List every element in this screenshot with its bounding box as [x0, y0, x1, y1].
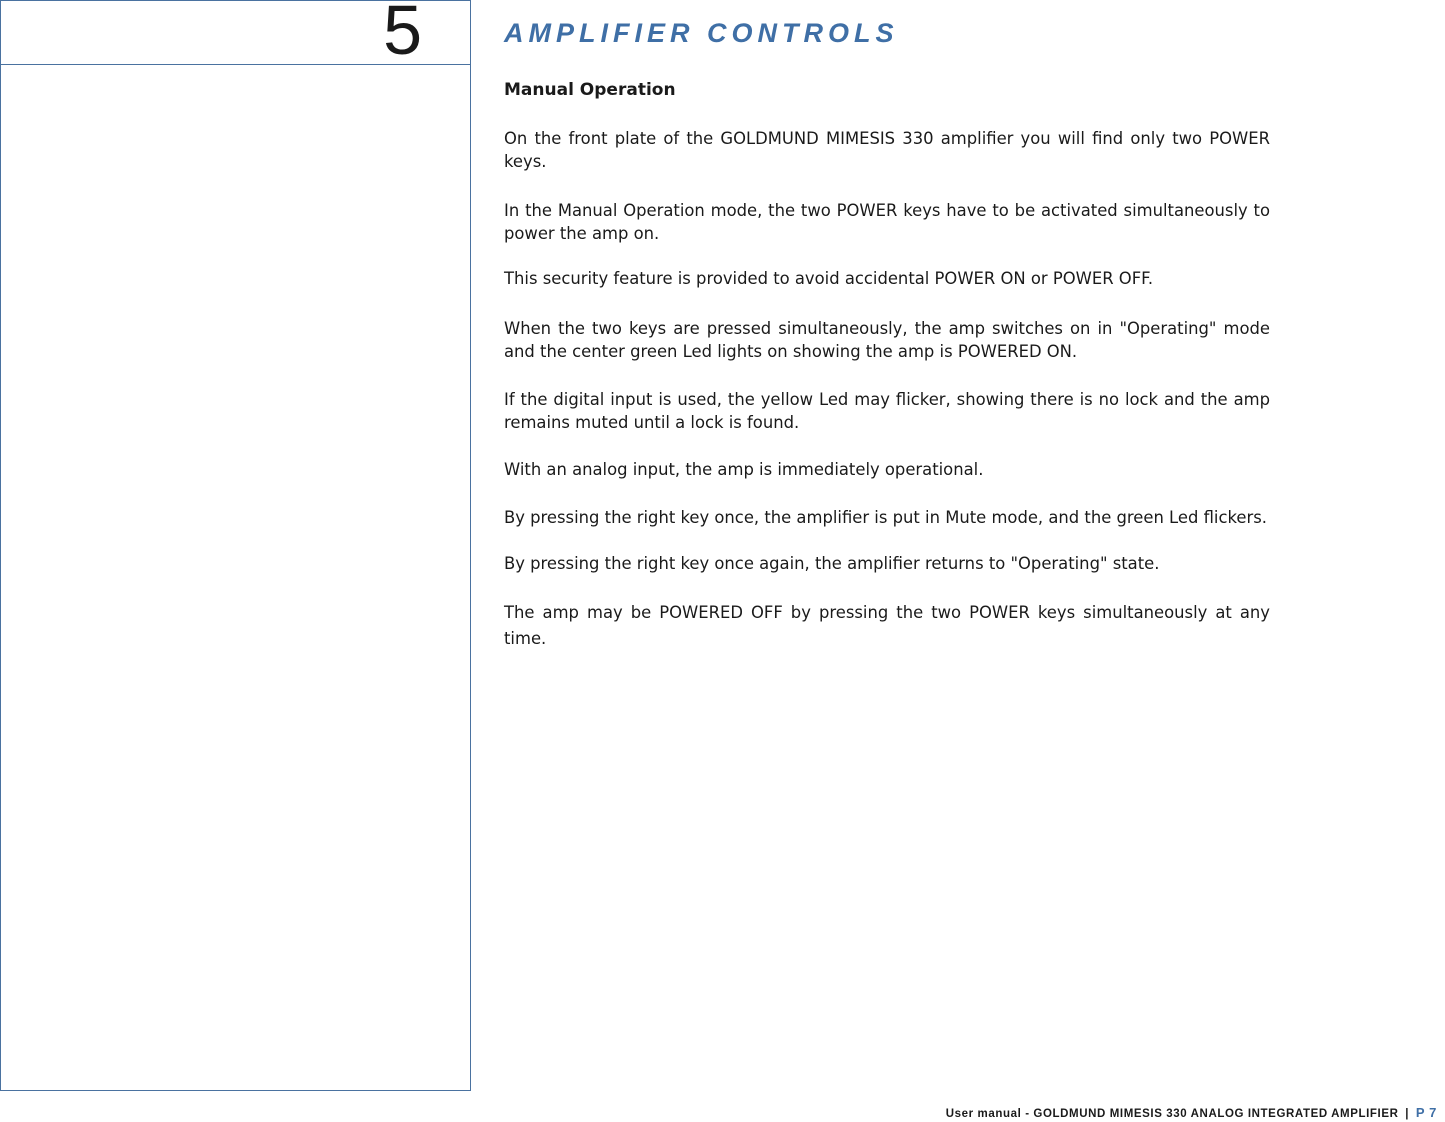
page-footer — [946, 1105, 1437, 1120]
paragraph: With an analog input, the amp is immediately operational. — [504, 460, 984, 479]
paragraph: If the digital input is used, the yellow Led may flicker, showing there is no lock and the amp remains muted until a lock is found. — [504, 390, 1270, 432]
chapter-header — [1, 0, 470, 69]
chapter-number: 5 — [383, 0, 422, 69]
paragraph: By pressing the right key once, the amplifier is put in Mute mode, and the green Led flickers. — [504, 508, 1267, 527]
paragraph: This security feature is provided to avoid accidental POWER ON or POWER OFF. — [504, 269, 1154, 288]
paragraph: When the two keys are pressed simultaneously, the amp switches on in "Operating" mode and the center green Led lights on showing the amp is POWERED ON. — [504, 319, 1270, 361]
paragraph: By pressing the right key once again, the amplifier returns to "Operating" state. — [504, 554, 1160, 573]
paragraph: The amp may be POWERED OFF by pressing the two POWER keys simultaneously at any time. — [504, 603, 1270, 648]
sidebar-panel — [0, 0, 471, 1091]
footer-separator: | — [1405, 1108, 1410, 1120]
page-number: P 7 — [1415, 1105, 1437, 1120]
paragraph: On the front plate of the GOLDMUND MIMESIS 330 amplifier you will find only two POWER keys. — [504, 129, 1270, 171]
paragraph: In the Manual Operation mode, the two POWER keys have to be activated simultaneously to power the amp on. — [504, 201, 1270, 243]
section-title: AMPLIFIER CONTROLS — [504, 18, 899, 48]
footer-manual-label: User manual - GOLDMUND MIMESIS 330 ANALOG INTEGRATED AMPLIFIER — [945, 1108, 1399, 1120]
subheading-manual-operation: Manual Operation — [504, 80, 676, 100]
